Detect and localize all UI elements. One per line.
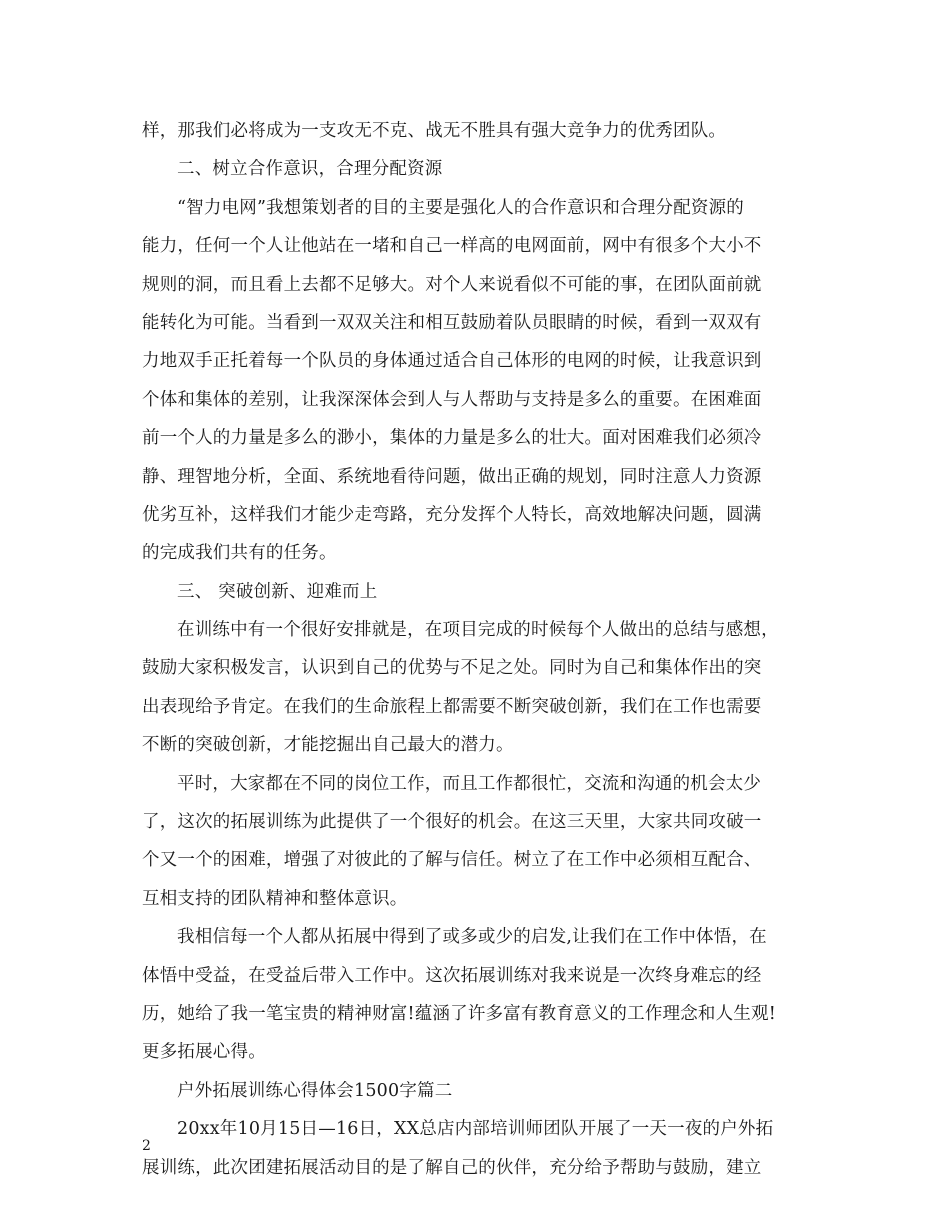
text-line: 规则的洞，而且看上去都不足够大。对个人来说看似不可能的事，在团队面前就 [142,274,762,295]
text-line: “智力电网”我想策划者的目的主要是强化人的合作意识和合理分配资源的 [177,197,744,218]
text-line: 我相信每一个人都从拓展中得到了或多或少的启发,让我们在工作中体悟，在 [177,927,767,948]
text-line: 静、理智地分析，全面、系统地看待问题，做出正确的规划，同时注意人力资源 [142,466,762,487]
text-line: 能转化为可能。当看到一双双关注和相互鼓励着队员眼睛的时候，看到一双双有 [142,312,762,333]
text-line: 三、 突破创新、迎难而上 [177,581,378,602]
text-line: 体悟中受益，在受益后带入工作中。这次拓展训练对我来说是一次终身难忘的经 [142,965,762,986]
text-line: 前一个人的力量是多么的渺小，集体的力量是多么的壮大。面对困难我们必须冷 [142,428,762,449]
text-line: 样，那我们必将成为一支攻无不克、战无不胜具有强大竞争力的优秀团队。 [142,121,727,141]
text-line: 能力，任何一个人让他站在一堵和自己一样高的电网面前，网中有很多个大小不 [142,236,762,257]
text-line: 鼓励大家积极发言，认识到自己的优势与不足之处。同时为自己和集体作出的突 [142,658,762,679]
text-line: 更多拓展心得。 [142,1042,266,1063]
text-line: 20xx年10月15日—16日，XX总店内部培训师团队开展了一天一夜的户外拓 [177,1119,774,1140]
document-body [142,112,822,1187]
text-line: 二、树立合作意识，合理分配资源 [177,159,443,180]
text-line: 互相支持的团队精神和整体意识。 [142,888,408,909]
text-line: 历，她给了我一笔宝贵的精神财富!蕴涵了许多富有教育意义的工作理念和人生观! [142,1003,776,1024]
text-line: 平时，大家都在不同的岗位工作，而且工作都很忙，交流和沟通的机会太少 [177,773,762,794]
text-line: 了，这次的拓展训练为此提供了一个很好的机会。在这三天里，大家共同攻破一 [142,812,762,833]
text-line: 的完成我们共有的任务。 [142,543,337,564]
text-line: 个又一个的困难，增强了对彼此的了解与信任。树立了在工作中必须相互配合、 [142,850,762,871]
text-line: 在训练中有一个很好安排就是，在项目完成的时候每个人做出的总结与感想， [177,620,779,641]
text-line: 不断的突破创新，才能挖掘出自己最大的潜力。 [142,735,514,756]
text-line: 展训练，此次团建拓展活动目的是了解自己的伙伴，充分给予帮助与鼓励，建立 [142,1157,762,1178]
text-line: 出表现给予肯定。在我们的生命旅程上都需要不断突破创新，我们在工作也需要 [142,696,762,717]
page-number: 2 [142,1138,151,1154]
text-line: 户外拓展训练心得体会1500字篇二 [177,1080,453,1101]
text-line: 优劣互补，这样我们才能少走弯路，充分发挥个人特长，高效地解决问题，圆满 [142,504,762,525]
text-line: 个体和集体的差别，让我深深体会到人与人帮助与支持是多么的重要。在困难面 [142,389,762,410]
text-line: 力地双手正托着每一个队员的身体通过适合自己体形的电网的时候，让我意识到 [142,351,762,372]
